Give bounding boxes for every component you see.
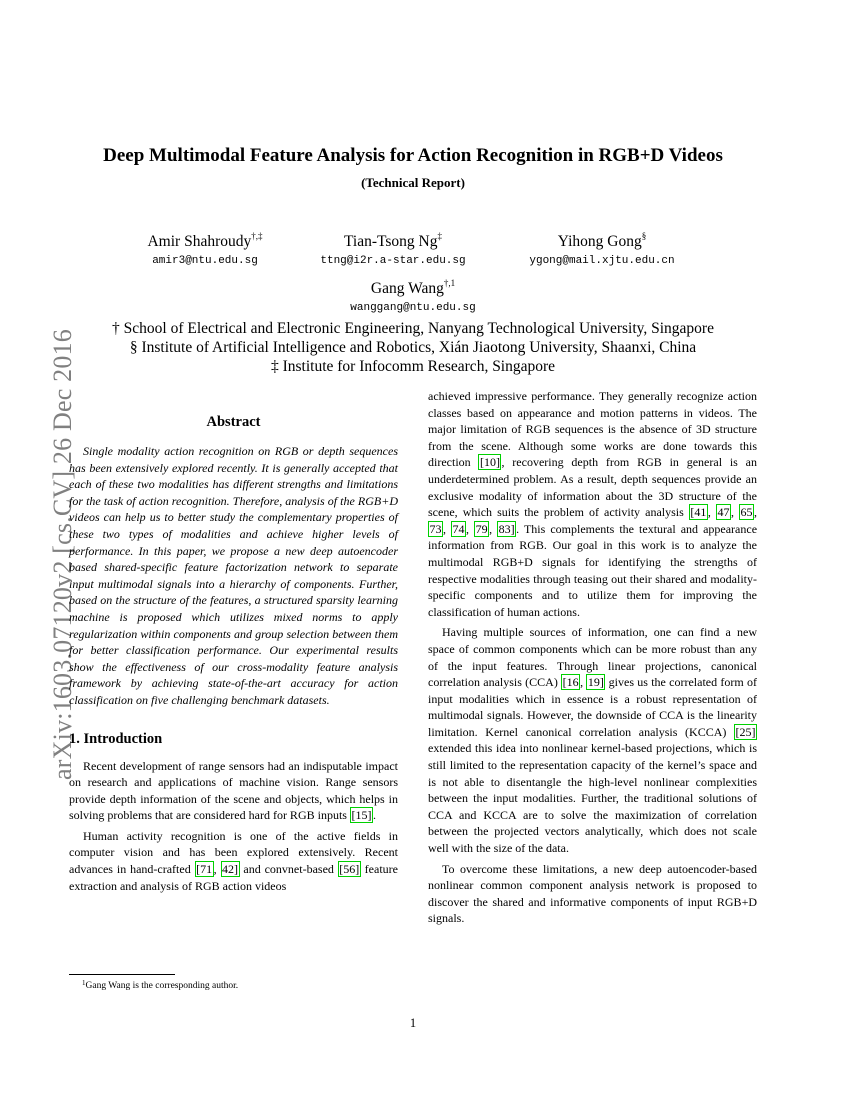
text-run: extended this idea into nonlinear kernel-based projections, which is still limited to the representation capacity of the kernel’s space and is not able to disentangle the high-level nonlinear complexities between the input modalities. Further, the traditional solutions of CCA and KCCA are to solve the maximization of correlation between the projected vectors analytically, which does not scale well with the size of the data. [428,741,757,856]
citation-link[interactable]: 74 [452,521,465,536]
left-column [69,414,398,898]
text-run: . [372,808,376,823]
text-run: , recovering depth from RGB in general is an underdetermined problem. As a result, depth sequences provide an exclusive modality of information about the 3D structure of the scene, which suits the problem of activity analysis [428,455,758,520]
affiliation-i2r: ‡ Institute for Infocomm Research, Singapore [270,358,556,375]
text-run: achieved impressive performance. They generally recognize action classes based on appearance and motion patterns in videos. The major limitation of RGB sequences is the absence of 3D structure from the scene. Although some works are done towards this direction [428,389,757,470]
author-mark: †,1 [443,278,456,288]
text-run: Human activity recognition is one of the active fields in computer vision and has been explored extensively. Recent advances in hand-crafted [69,828,398,877]
citation-link[interactable]: [41 [690,505,707,520]
citation-link[interactable]: [10] [479,455,500,470]
author-email[interactable]: wanggang@ntu.edu.sg [350,302,476,314]
author-email[interactable]: ttng@i2r.a-star.edu.sg [320,255,466,267]
right-paragraph-2 [428,624,757,856]
text-run: , [466,521,475,536]
abstract-heading: Abstract [206,414,261,430]
footnote-text: Gang Wang is the corresponding author. [85,981,239,991]
author-2 [293,226,493,270]
citation-link[interactable]: [16 [562,675,579,690]
author-email[interactable]: amir3@ntu.edu.sg [152,255,258,267]
text-run: , [213,862,221,877]
citation-link[interactable]: [15] [351,808,372,823]
text-run: , [489,521,498,536]
author-name: Yihong Gong [557,233,642,250]
citation-link[interactable]: 47 [717,505,730,520]
text-run: , [443,521,452,536]
affiliation-xjtu: § Institute of Artificial Intelligence and Robotics, Xián Jiaotong University, Shaanxi, China [129,339,697,356]
intro-paragraph-1 [69,758,398,824]
footnote [82,977,238,992]
affiliation-ntu: † School of Electrical and Electronic Engineering, Nanyang Technological University, Singapore [112,320,714,337]
text-run: , [730,505,740,520]
intro-paragraph-2 [69,828,398,894]
author-4 [313,273,513,317]
right-paragraph-1 [428,388,757,620]
citation-link[interactable]: 19] [587,675,604,690]
paper-title: Deep Multimodal Feature Analysis for Action Recognition in RGB+D Videos [103,145,723,166]
arxiv-id: arXiv:1603.07120v2 [cs.CV] 26 Dec 2016 [48,329,77,780]
author-1 [105,226,305,270]
page-number: 1 [409,1016,417,1030]
author-name: Amir Shahroudy [147,233,252,250]
citation-link[interactable]: 42] [222,862,238,877]
right-column [428,388,757,931]
footnote-mark: 1 [82,979,86,987]
footnote-rule [69,974,175,975]
citation-link[interactable]: [71 [196,862,213,877]
right-paragraph-3: To overcome these limitations, a new deep autoencoder-based nonlinear common component analysis network is proposed to discover the shared and informative components of input RGB+D signals. [428,861,757,926]
text-run: , [754,505,758,520]
text-run: feature extraction and analysis of RGB action videos [69,862,398,893]
citation-link[interactable]: 79 [475,521,488,536]
author-3 [502,226,702,270]
author-mark: § [641,231,647,241]
citation-link[interactable]: [25] [735,724,756,739]
text-run: and convnet-based [239,862,338,877]
text-run: Having multiple sources of information, one can find a new space of common components which can be more robust than any of the input features. Through linear projections, canonical correlation analysis (CCA) [428,625,757,690]
citation-link[interactable]: 83] [498,521,515,536]
intro-heading: 1. Introduction [69,730,163,747]
text-run: Recent development of range sensors had an indisputable impact on research and applications of machine vision. Range sensors provide depth information of the scene and objects, which helps in solving problems that are considered hard for RGB inputs [69,758,398,823]
citation-link[interactable]: [56] [339,862,360,877]
author-name: Tian-Tsong Ng [343,233,438,250]
author-mark: ‡ [437,231,442,241]
citation-link[interactable]: 73 [429,521,442,536]
paper-subtitle: (Technical Report) [361,175,465,190]
text-run: , [707,505,716,520]
text-run: , [580,675,587,690]
author-mark: †,‡ [251,231,263,241]
citation-link[interactable]: 65 [740,505,753,520]
author-name: Gang Wang [370,280,444,297]
text-run: . This complements the textural and appearance information from RGB. Our goal in this work is to analyze the multimodal RGB+D signals for identifying the strengths of respective modalities through teasing out their shared and modality-specific components and to utilize them for improving the classification of human actions. [428,521,758,619]
text-run: gives us the correlated form of input modalities which in essence is a robust representation of multimodal signals. However, the downside of CCA is the linearity limitation. Kernel canonical correlation analysis (KCCA) [428,675,757,739]
author-email[interactable]: ygong@mail.xjtu.edu.cn [529,255,675,267]
abstract-text: Single modality action recognition on RGB or depth sequences has been extensively explored recently. It is generally accepted that each of these two modalities has different strengths and limitations for the task of action recognition. Therefore, analysis of the RGB+D videos can help us to better study the complementary properties of these two types of modalities and achieve higher levels of performance. In this paper, we propose a new deep autoencoder based shared-specific feature factorization network to separate input multimodal signals into a hierarchy of components. Further, based on the structure of the features, a structured sparsity learning machine is proposed which utilizes mixed norms to apply regularization within components and group selection between them for better classification performance. Our experimental results show the effectiveness of our cross-modality feature analysis framework by achieving state-of-the-art accuracy for action classification on five challenging benchmark datasets. [69,444,398,707]
affiliations [0,319,826,376]
